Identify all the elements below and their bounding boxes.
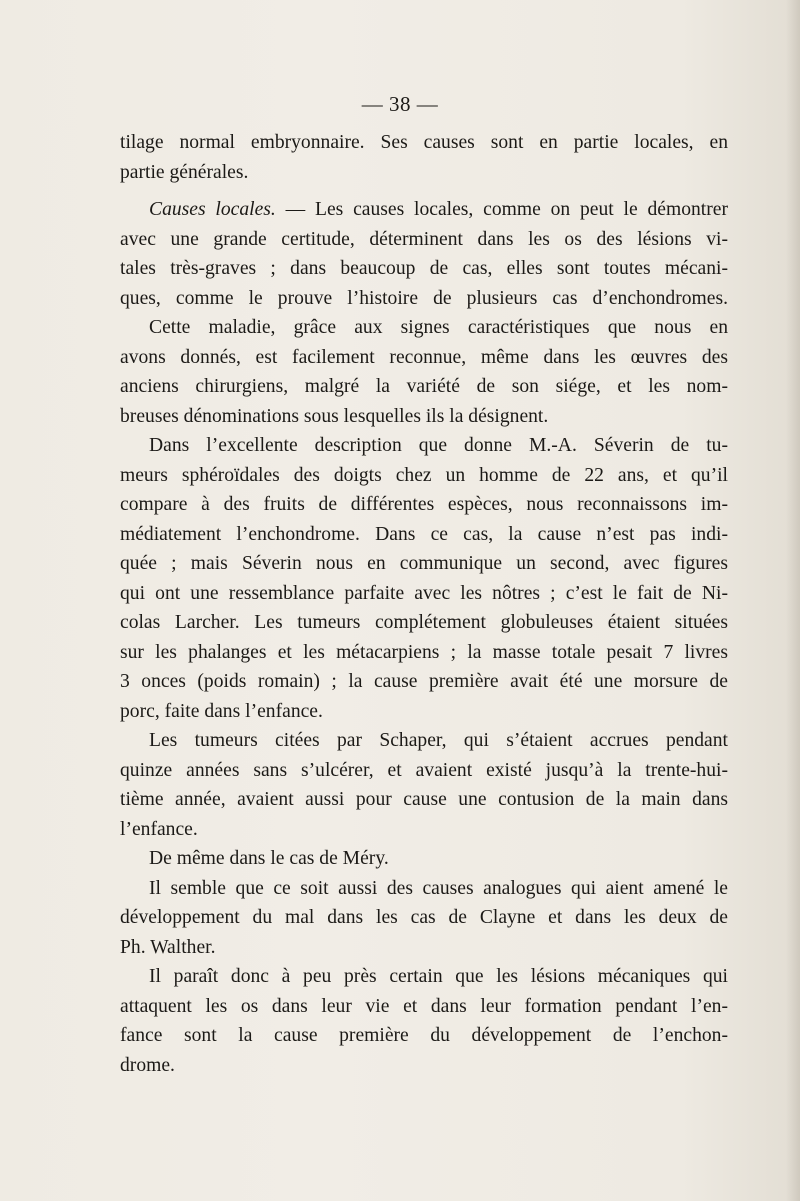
page-edge-shadow [786,0,800,1201]
text-line: sur les phalanges et les métacarpiens ; la masse totale pesait 7 livres [120,641,728,663]
text-line: Les tumeurs citées par Schaper, qui s’étaient accrues pendant [149,730,728,751]
text-line: avec une grande certitude, déterminent dans les os des lésions vi- [120,228,728,250]
text-line: tales très-graves ; dans beaucoup de cas, elles sont toutes mécani- [120,258,728,279]
text-line: quée ; mais Séverin nous en communique un second, avec figures [120,553,728,574]
text-line: porc, faite dans l’enfance. [120,700,323,722]
text-line: attaquent les os dans leur vie et dans leur formation pendant l’en- [120,995,728,1017]
text-line: 3 onces (poids romain) ; la cause première avait été une morsure de [120,671,728,692]
text-line: ques, comme le prouve l’histoire de plusieurs cas d’enchondromes. [120,287,728,309]
paragraph [120,844,728,874]
body-text [120,128,728,1080]
paragraph [120,962,728,1080]
text-line: Dans l’excellente description que donne M.-A. Séverin de tu- [149,435,728,456]
paragraph [120,726,728,844]
text-line: De même dans le cas de Méry. [149,848,389,869]
text-line: qui ont une ressemblance parfaite avec les nôtres ; c’est le fait de Ni- [120,582,728,604]
paragraph [120,874,728,963]
text-line: Cette maladie, grâce aux signes caractéristiques que nous en [149,317,728,338]
text-line: développement du mal dans les cas de Clayne et dans les deux de [120,907,728,928]
text-line: partie générales. [120,161,249,183]
text-line: tilage normal embryonnaire. Ses causes sont en partie locales, en [120,132,728,153]
text-line [120,195,728,225]
text-line: tième année, avaient aussi pour cause une contusion de la main dans [120,789,728,810]
text-line: drome. [120,1054,175,1076]
text-line: l’enfance. [120,818,198,840]
text-line: breuses dénominations sous lesquelles ils la désignent. [120,405,549,427]
paragraph [120,195,728,313]
text-line: anciens chirurgiens, malgré la variété de son siége, et les nom- [120,376,728,397]
text-line: quinze années sans s’ulcérer, et avaient existé jusqu’à la trente-hui- [120,759,728,781]
paragraph [120,431,728,726]
text-line: Il paraît donc à peu près certain que les lésions mécaniques qui [149,966,728,987]
text-line: avons donnés, est facilement reconnue, même dans les œuvres des [120,346,728,368]
paragraph [120,128,728,187]
text-line: compare à des fruits de différentes espèces, nous reconnaissons im- [120,494,728,515]
section-heading-causes-locales: Causes locales. [149,199,276,220]
paragraph [120,313,728,431]
text-line: colas Larcher. Les tumeurs complétement globuleuses étaient situées [120,612,728,633]
text-segment: — Les causes locales, comme on peut le démontrer [275,199,728,220]
page-number: — 38 — [361,92,439,116]
text-line: médiatement l’enchondrome. Dans ce cas, la cause n’est pas indi- [120,523,728,545]
text-line: Ph. Walther. [120,936,216,958]
text-line: meurs sphéroïdales des doigts chez un homme de 22 ans, et qu’il [120,464,728,486]
text-line: fance sont la cause première du développement de l’enchon- [120,1025,728,1046]
text-line: Il semble que ce soit aussi des causes analogues qui aient amené le [149,877,728,899]
